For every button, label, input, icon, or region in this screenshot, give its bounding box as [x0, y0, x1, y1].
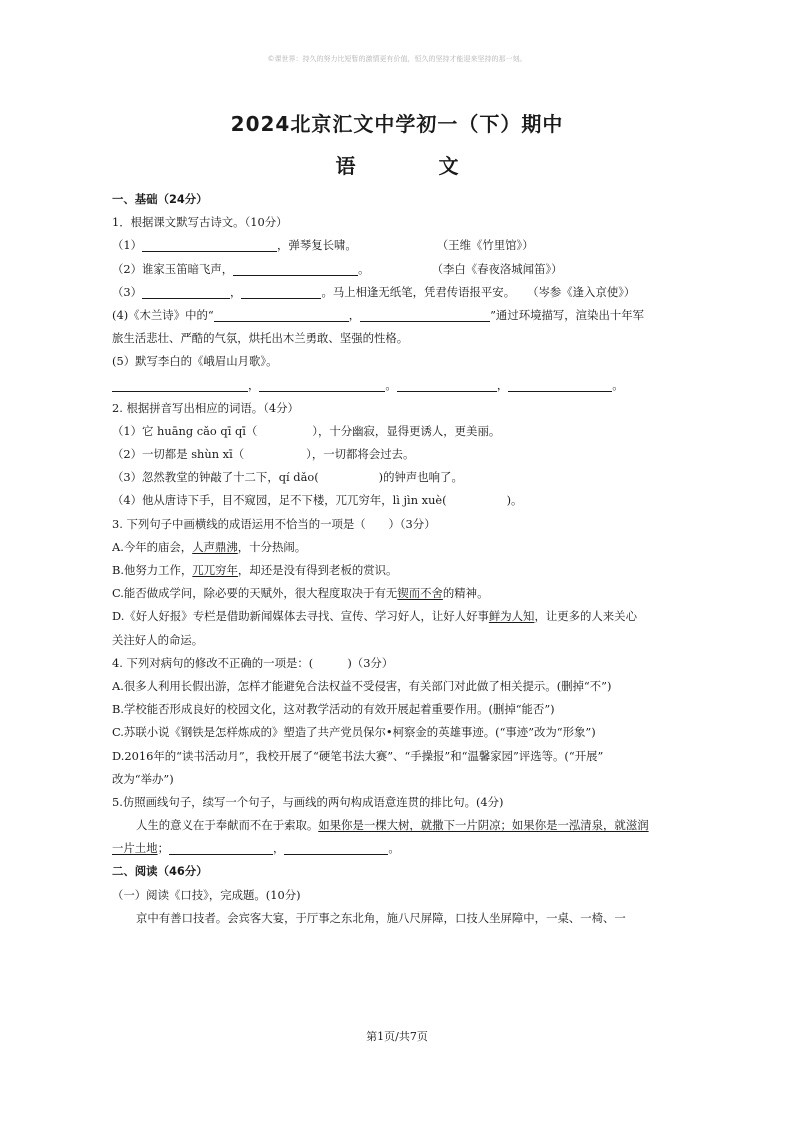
question-3-option-d-cont: 关注好人的命运。: [112, 632, 204, 647]
page-footer: 第1页/共7页: [366, 1030, 428, 1043]
answer-blank[interactable]: [397, 377, 497, 392]
answer-blank[interactable]: [241, 284, 321, 299]
answer-blank[interactable]: [142, 284, 230, 299]
answer-blank[interactable]: [508, 377, 612, 392]
question-2-item-3: （3）忽然教堂的钟敲了十二下，qí dǎo( )的钟声也响了。: [112, 470, 463, 485]
question-4-option-c[interactable]: C.苏联小说《钢铁是怎样炼成的》塑造了共产党员保尔•柯察金的英雄事迹。(“事迹”改为“形象”): [112, 725, 596, 740]
question-3-option-c[interactable]: C.能否做成学问，除必要的天赋外，很大程度取决于有无锲而不舍的精神。: [112, 586, 489, 601]
question-3-stem: 3. 下列句子中画横线的成语运用不恰当的一项是（ ）（3分）: [112, 516, 436, 531]
question-1-stem: 1．根据课文默写古诗文。（10分）: [112, 215, 288, 230]
answer-blank[interactable]: [259, 377, 385, 392]
question-1-item-3: （3） ， 。马上相逢无纸笔，凭君传语报平安。 （岑参《逢入京使》）: [112, 284, 636, 299]
question-3-option-d[interactable]: D.《好人好报》专栏是借助新闻媒体去寻找、宣传、学习好人，让好人好事鲜为人知，让更多的人来关心: [112, 609, 637, 624]
question-4-stem: 4. 下列对病句的修改不正确的一项是：( )（3分）: [112, 655, 394, 670]
question-1-item-4: (4)《木兰诗》中的“ ， ”通过环境描写，渲染出十年军: [112, 307, 645, 322]
question-4-option-d-cont: 改为“举办”): [112, 771, 174, 786]
question-3-option-b[interactable]: B.他努力工作，兀兀穷年，却还是没有得到老板的赏识。: [112, 563, 398, 577]
answer-blank[interactable]: [142, 237, 277, 252]
question-3-option-a[interactable]: A.今年的庙会，人声鼎沸，十分热闹。: [112, 539, 307, 554]
question-1-item-2: （2）谁家玉笛暗飞声， 。 （李白《春夜洛城闻笛》）: [112, 261, 563, 276]
page-title: 2024北京汇文中学初一（下）期中: [230, 112, 564, 136]
answer-blank[interactable]: [233, 261, 358, 276]
question-5-stem: 5.仿照画线句子，续写一个句子，与画线的两句构成语意连贯的排比句。(4分): [112, 794, 504, 809]
exam-content: [112, 188, 687, 930]
subject-title: 语 文: [335, 154, 497, 178]
question-4-option-a[interactable]: A.很多人利用长假出游，怎样才能避免合法权益不受侵害，有关部门对此做了相关提示。(删掉“不”): [112, 678, 612, 693]
question-1-item-1: （1） ，弹琴复长啸。 （王维《竹里馆》）: [112, 238, 534, 253]
question-5-passage-cont: 一片土地； ， 。: [112, 841, 400, 856]
answer-blank[interactable]: [284, 840, 388, 855]
question-4-option-d[interactable]: D.2016年的“读书活动月”，我校开展了“硬笔书法大赛”、“手操报”和“温馨家园”评选等。(“开展”: [112, 748, 604, 763]
question-2-item-4: （4）他从唐诗下手，目不窥园，足不下楼，兀兀穷年，lì jìn xuè( )。: [112, 493, 523, 508]
section-heading-basics: 一、基础（24分）: [112, 192, 208, 206]
question-2-stem: 2. 根据拼音写出相应的词语。（4分）: [112, 400, 299, 415]
reading-passage-paragraph: 京中有善口技者。会宾客大宴，于厅事之东北角，施八尺屏障，口技人坐屏障中，一桌、一椅、一: [136, 910, 626, 925]
question-2-item-1: （1）它 huāng cǎo qī qī（ ），十分幽寂，显得更诱人，更美丽。: [112, 423, 501, 438]
question-4-option-b[interactable]: B.学校能否形成良好的校园文化，这对教学活动的有效开展起着重要作用。(删掉“能否”): [112, 702, 555, 717]
answer-blank[interactable]: [169, 840, 273, 855]
question-5-passage: 人生的意义在于奉献而不在于索取。如果你是一棵大树，就撒下一片阴凉；如果你是一泓清泉，就滋润: [136, 818, 649, 833]
answer-blank[interactable]: [214, 307, 349, 322]
watermark-text: ©课世界：持久的努力比短暂的激情更有价值，恒久的坚持才能迎来坚持的那一刻。: [267, 55, 527, 63]
answer-blank[interactable]: [112, 377, 248, 392]
question-1-item-5: (5）默写李白的《峨眉山月歌》。: [112, 354, 278, 369]
question-1-item-4-cont: 旅生活悲壮、严酷的气氛，烘托出木兰勇敢、坚强的性格。: [112, 331, 409, 346]
section-heading-reading: 二、阅读（46分）: [112, 864, 208, 879]
reading-part-1-stem: （一）阅读《口技》，完成题。(10分): [112, 887, 301, 902]
answer-blank[interactable]: [360, 307, 490, 322]
question-1-item-5-blanks: ， 。 ， 。: [112, 374, 687, 397]
question-2-item-2: （2）一切都是 shùn xī（ ），一切都将会过去。: [112, 447, 415, 462]
